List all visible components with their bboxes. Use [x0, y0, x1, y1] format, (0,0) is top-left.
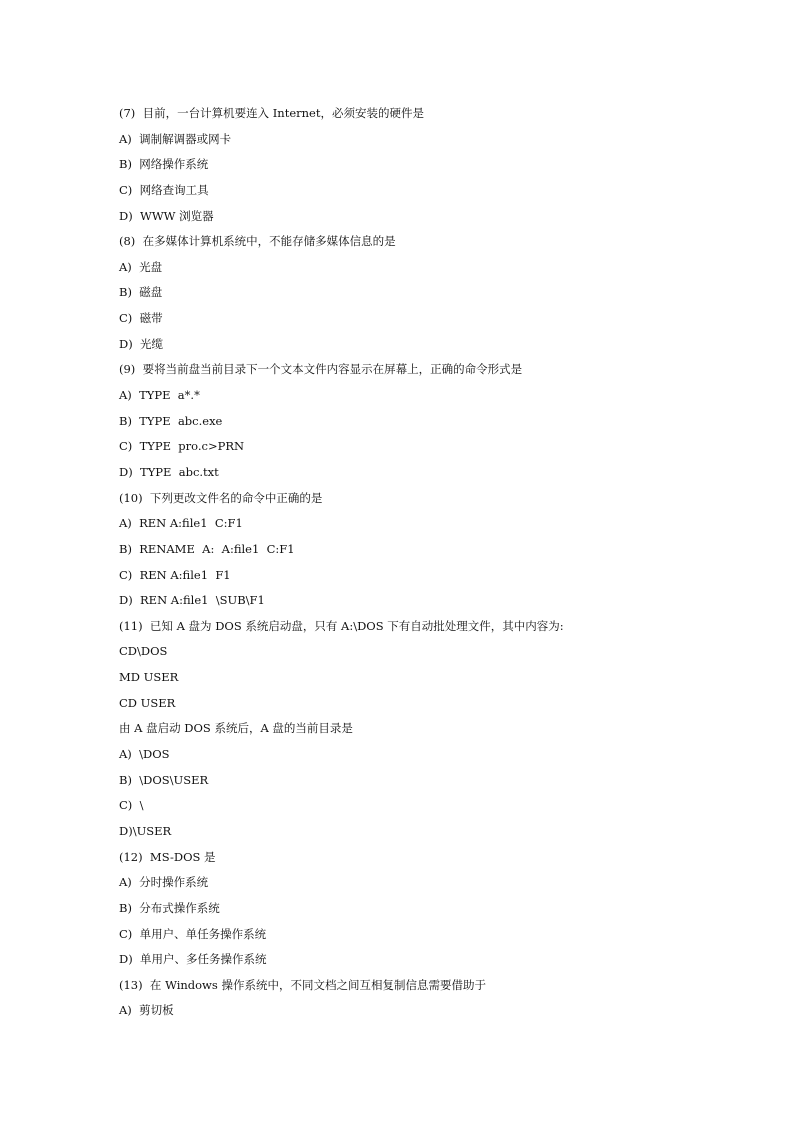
question-11-option-c: C) \ [119, 798, 144, 813]
question-11-code-line-3: CD USER [119, 695, 176, 710]
question-12-stem: (12) MS-DOS 是 [119, 849, 216, 864]
question-11-stem: (11) 已知 A 盘为 DOS 系统启动盘，只有 A:\DOS 下有自动批处理文件，其中内容为: [119, 618, 564, 633]
question-7-option-d: D) WWW 浏览器 [119, 208, 214, 223]
question-11-code-line-1: CD\DOS [119, 644, 168, 659]
question-9-option-b: B) TYPE abc.exe [119, 413, 223, 428]
question-12-option-b: B) 分布式操作系统 [119, 900, 220, 915]
question-10-stem: (10) 下列更改文件名的命令中正确的是 [119, 490, 323, 505]
question-7-option-a: A) 调制解调器或网卡 [119, 131, 232, 146]
question-7-option-b: B) 网络操作系统 [119, 157, 209, 172]
question-11-option-d: D)\USER [119, 823, 172, 838]
question-10-option-b: B) RENAME A: A:file1 C:F1 [119, 541, 295, 556]
question-12-option-c: C) 单用户、单任务操作系统 [119, 926, 267, 941]
question-10-option-c: C) REN A:file1 F1 [119, 567, 231, 582]
question-10-option-a: A) REN A:file1 C:F1 [119, 516, 243, 531]
question-9-option-a: A) TYPE a*.* [119, 388, 200, 403]
question-7-stem: (7) 目前，一台计算机要连入 Internet，必须安装的硬件是 [119, 106, 424, 120]
question-10-option-d: D) REN A:file1 \SUB\F1 [119, 593, 265, 608]
question-13-stem: (13) 在 Windows 操作系统中，不同文档之间互相复制信息需要借助于 [119, 977, 486, 992]
question-9-option-c: C) TYPE pro.c>PRN [119, 439, 245, 454]
question-8-option-c: C) 磁带 [119, 311, 163, 326]
question-8-option-a: A) 光盘 [119, 259, 163, 274]
question-9-option-d: D) TYPE abc.txt [119, 464, 219, 479]
question-12-option-a: A) 分时操作系统 [119, 875, 209, 890]
question-11-prompt: 由 A 盘启动 DOS 系统后，A 盘的当前目录是 [119, 721, 353, 736]
question-12-option-d: D) 单用户、多任务操作系统 [119, 952, 267, 967]
question-8-option-d: D) 光缆 [119, 336, 164, 351]
question-13-option-a: A) 剪切板 [119, 1003, 174, 1018]
question-9-stem: (9) 要将当前盘当前目录下一个文本文件内容显示在屏幕上，正确的命令形式是 [119, 362, 523, 377]
question-8-option-b: B) 磁盘 [119, 285, 163, 300]
question-list [119, 103, 739, 1026]
question-11-option-a: A) \DOS [119, 747, 170, 762]
question-8-stem: (8) 在多媒体计算机系统中，不能存储多媒体信息的是 [119, 234, 396, 249]
question-11-option-b: B) \DOS\USER [119, 772, 209, 787]
question-7-option-c: C) 网络查询工具 [119, 182, 209, 197]
question-11-code-line-2: MD USER [119, 670, 179, 685]
